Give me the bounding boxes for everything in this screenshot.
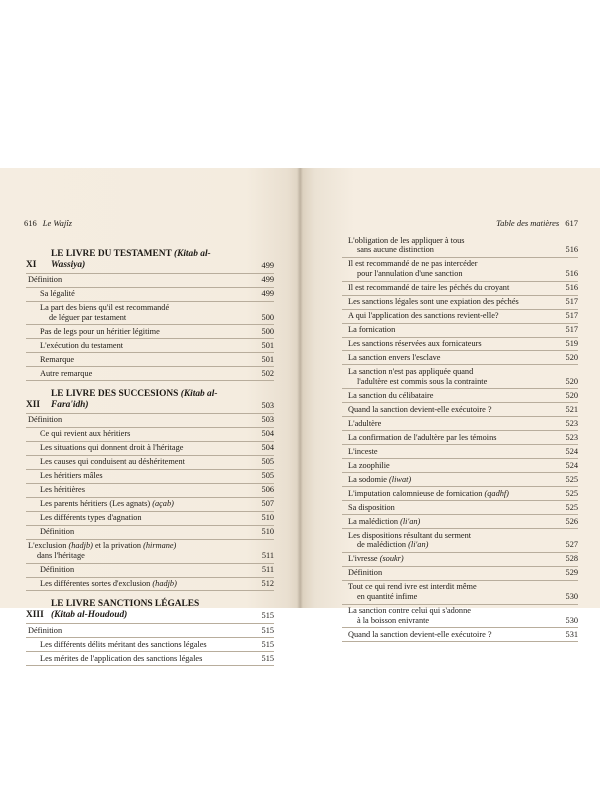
toc-entry-text: La sanction envers l'esclave bbox=[348, 353, 441, 363]
left-page-number: 616 bbox=[24, 218, 37, 228]
toc-entry-text: Tout ce qui rend ivre est interdit même bbox=[348, 582, 477, 592]
chapter-title: LE LIVRE DU TESTAMENT bbox=[51, 249, 172, 259]
toc-entry-page: 525 bbox=[565, 488, 578, 498]
toc-entry-text: L'ivresse bbox=[348, 554, 378, 564]
toc-entry-term: (qadhf) bbox=[484, 488, 509, 498]
toc-entry-text: Il est recommandé de ne pas intercéder bbox=[348, 259, 478, 269]
toc-entry-page: 525 bbox=[565, 502, 578, 512]
toc-entry-text: Définition bbox=[40, 565, 75, 575]
toc-entry-page: 511 bbox=[261, 565, 274, 575]
toc-entry-text: Les dispositions résultant du serment bbox=[348, 530, 472, 540]
toc-entry-term: (soukr) bbox=[379, 554, 404, 564]
toc-entry[interactable] bbox=[342, 473, 578, 487]
toc-entry[interactable] bbox=[342, 258, 578, 282]
toc-entry-page: 515 bbox=[261, 639, 274, 649]
toc-entry-page: 531 bbox=[565, 630, 578, 639]
toc-entry-text: Définition bbox=[348, 568, 383, 578]
toc-entry-page: 520 bbox=[565, 376, 578, 386]
toc-entry-text: Définition bbox=[28, 415, 63, 425]
toc-entry[interactable] bbox=[26, 325, 274, 339]
toc-entry[interactable] bbox=[26, 339, 274, 353]
toc-entry-text: Pas de legs pour un héritier légitime bbox=[40, 326, 160, 336]
left-running-head bbox=[24, 218, 72, 228]
toc-entry-term: (liwat) bbox=[389, 474, 412, 484]
toc-entry-page: 527 bbox=[565, 540, 578, 550]
toc-entry-page: 519 bbox=[565, 339, 578, 349]
toc-chapter-xi bbox=[26, 249, 274, 381]
toc-entry[interactable] bbox=[342, 296, 578, 310]
toc-entry-page: 504 bbox=[261, 429, 274, 439]
toc-entry[interactable] bbox=[342, 403, 578, 417]
toc-entry[interactable] bbox=[26, 638, 274, 652]
toc-entry-page: 520 bbox=[565, 353, 578, 363]
toc-entry[interactable] bbox=[26, 353, 274, 367]
toc-entry[interactable] bbox=[342, 445, 578, 459]
toc-entry-text: La part des biens qu'il est recommandé bbox=[40, 303, 170, 313]
toc-entry[interactable] bbox=[342, 529, 578, 553]
left-running-title: Le Wajîz bbox=[42, 218, 72, 228]
toc-entry-continuation: dans l'héritage bbox=[37, 551, 85, 561]
toc-entry-continuation: de malédiction bbox=[357, 540, 407, 550]
toc-entry[interactable] bbox=[26, 526, 274, 540]
toc-entry-page: 516 bbox=[565, 245, 578, 255]
toc-entry-page: 520 bbox=[565, 390, 578, 400]
toc-entry-page: 506 bbox=[261, 485, 274, 495]
toc-entry-page: 510 bbox=[261, 513, 274, 523]
toc-entry-page: 530 bbox=[565, 616, 578, 626]
toc-entry-text: La sodomie bbox=[348, 474, 387, 484]
toc-entry-text: Les héritiers mâles bbox=[40, 471, 103, 481]
toc-entry-page: 525 bbox=[565, 474, 578, 484]
toc-entry-text: La zoophilie bbox=[348, 460, 390, 470]
toc-entry-page: 502 bbox=[261, 368, 274, 378]
toc-entry[interactable] bbox=[26, 498, 274, 512]
chapter-numeral: XIII bbox=[26, 610, 44, 621]
toc-entry[interactable] bbox=[342, 282, 578, 296]
left-page bbox=[0, 168, 300, 663]
toc-entry[interactable] bbox=[342, 324, 578, 338]
toc-entry[interactable] bbox=[26, 456, 274, 470]
right-running-title: Table des matières bbox=[496, 218, 560, 228]
toc-entry-continuation: pour l'annulation d'une sanction bbox=[357, 269, 463, 279]
right-page-number: 617 bbox=[565, 218, 578, 228]
toc-entry[interactable] bbox=[342, 605, 578, 629]
toc-entry-text: Quand la sanction devient-elle exécutoire ? bbox=[348, 630, 492, 639]
toc-entry-page: 510 bbox=[261, 527, 274, 537]
toc-entry-page: 505 bbox=[261, 457, 274, 467]
toc-entry-page: 507 bbox=[261, 499, 274, 509]
chapter-subtitle: (Kitab al-Wassiya) bbox=[51, 249, 211, 270]
toc-entry-page: 501 bbox=[261, 340, 274, 350]
toc-entry-page: 503 bbox=[261, 415, 274, 425]
chapter-subtitle: (Kitab al-Fara'idh) bbox=[51, 389, 218, 411]
toc-entry[interactable] bbox=[26, 540, 274, 564]
toc-entry-text: La sanction n'est pas appliquée quand bbox=[348, 367, 474, 377]
toc-entry-text: Remarque bbox=[40, 354, 75, 364]
toc-entry-continuation: sans aucune distinction bbox=[357, 245, 434, 255]
toc-entry-page: 500 bbox=[261, 326, 274, 336]
toc-entry-page: 515 bbox=[261, 625, 274, 635]
toc-entry-text: La confirmation de l'adultère par les témoins bbox=[348, 432, 497, 442]
toc-entry-text: Définition bbox=[40, 527, 75, 537]
chapter-numeral: XI bbox=[26, 260, 37, 270]
toc-entry[interactable] bbox=[342, 581, 578, 605]
toc-entry[interactable] bbox=[342, 628, 578, 642]
toc-entry-continuation: l'adultère est commis sous la contrainte bbox=[357, 376, 488, 386]
toc-entry-page: 521 bbox=[565, 404, 578, 414]
toc-entry-page: 517 bbox=[565, 297, 578, 307]
toc-entry-page: 504 bbox=[261, 443, 274, 453]
toc-entry[interactable] bbox=[342, 310, 578, 324]
chapter-title: LE LIVRE SANCTIONS LÉGALES bbox=[51, 599, 200, 610]
chapter-title: LE LIVRE DES SUCCESIONS bbox=[51, 389, 179, 400]
toc-entry[interactable] bbox=[26, 428, 274, 442]
toc-entry-text: Autre remarque bbox=[40, 368, 93, 378]
toc-entry[interactable] bbox=[342, 501, 578, 515]
chapter-page: 499 bbox=[261, 261, 274, 270]
toc-entry-text: Les sanctions légales sont une expiation des péchés bbox=[348, 297, 519, 307]
toc-entry[interactable] bbox=[26, 274, 274, 288]
toc-entry[interactable] bbox=[342, 515, 578, 529]
toc-entry[interactable] bbox=[26, 442, 274, 456]
toc-entry-page: 529 bbox=[565, 568, 578, 578]
toc-entry-text: L'obligation de les appliquer à tous bbox=[348, 235, 465, 245]
toc-entry-page: 526 bbox=[565, 516, 578, 526]
toc-entry[interactable] bbox=[342, 351, 578, 365]
toc-entry-page: 501 bbox=[261, 354, 274, 364]
left-toc-column bbox=[26, 245, 274, 666]
toc-entry-text: Les différents délits méritant des sanctions légales bbox=[40, 639, 207, 649]
toc-entry-term: (hadjb) bbox=[68, 541, 93, 551]
toc-chapter-xiii bbox=[26, 599, 274, 666]
toc-entry[interactable] bbox=[26, 624, 274, 638]
toc-entry-text: Définition bbox=[28, 275, 63, 285]
toc-entry-continuation: en quantité infime bbox=[357, 592, 418, 602]
toc-entry-text: L'imputation calomnieuse de fornication bbox=[348, 488, 483, 498]
toc-entry-text: L'exécution du testament bbox=[40, 340, 124, 350]
chapter-heading[interactable] bbox=[26, 389, 274, 414]
toc-entry[interactable] bbox=[342, 487, 578, 501]
toc-entry-text: Les sanctions réservées aux fornicateurs bbox=[348, 339, 482, 349]
book-gutter bbox=[297, 168, 303, 608]
toc-entry[interactable] bbox=[26, 578, 274, 592]
toc-entry-page: 500 bbox=[261, 312, 274, 322]
toc-entry-text: La sanction du célibataire bbox=[348, 390, 434, 400]
right-toc-column bbox=[342, 234, 578, 642]
toc-entry-page: 515 bbox=[261, 653, 274, 663]
toc-entry-page: 523 bbox=[565, 432, 578, 442]
toc-entry-page: 523 bbox=[565, 418, 578, 428]
toc-entry-page: 511 bbox=[261, 551, 274, 561]
toc-entry-term: (li'an) bbox=[400, 516, 421, 526]
toc-entry-text: Les différentes sortes d'exclusion bbox=[40, 579, 151, 589]
toc-entry[interactable] bbox=[26, 302, 274, 326]
chapter-subtitle: (Kitab al-Houdoud) bbox=[51, 610, 128, 621]
chapter-numeral: XII bbox=[26, 400, 41, 411]
toc-entry-text: Les situations qui donnent droit à l'héritage bbox=[40, 443, 184, 453]
toc-chapter-xii bbox=[26, 389, 274, 591]
chapter-heading[interactable] bbox=[26, 599, 274, 624]
toc-entry-term: (hadjb) bbox=[152, 579, 177, 589]
toc-entry-text: Quand la sanction devient-elle exécutoire ? bbox=[348, 404, 492, 414]
toc-entry-continuation: à la boisson enivrante bbox=[357, 616, 430, 626]
toc-entry-continuation: de léguer par testament bbox=[49, 312, 127, 322]
toc-entry[interactable] bbox=[342, 389, 578, 403]
toc-entry-term: (li'an) bbox=[408, 540, 429, 550]
toc-entry-text: Il est recommandé de taire les péchés du croyant bbox=[348, 283, 510, 293]
toc-entry[interactable] bbox=[26, 652, 274, 666]
toc-entry-text: Sa disposition bbox=[348, 502, 395, 512]
toc-entry-term: (açab) bbox=[152, 499, 174, 509]
toc-entry-page: 499 bbox=[261, 275, 274, 285]
toc-entry-page: 524 bbox=[565, 460, 578, 470]
toc-entry-text: Les différents types d'agnation bbox=[40, 513, 142, 523]
toc-entry[interactable] bbox=[342, 338, 578, 352]
toc-entry[interactable] bbox=[26, 414, 274, 428]
toc-entry[interactable] bbox=[26, 288, 274, 302]
toc-entry-text: L'exclusion bbox=[28, 541, 67, 551]
toc-entry-text: Définition bbox=[28, 625, 63, 635]
toc-entry[interactable] bbox=[342, 417, 578, 431]
toc-entry[interactable] bbox=[26, 484, 274, 498]
toc-entry[interactable] bbox=[26, 470, 274, 484]
toc-entry[interactable] bbox=[342, 553, 578, 567]
toc-entry-page: 505 bbox=[261, 471, 274, 481]
chapter-page: 503 bbox=[261, 401, 274, 411]
toc-entry-text-2: et la privation bbox=[94, 541, 142, 551]
toc-entry-text: L'inceste bbox=[348, 446, 378, 456]
toc-entry[interactable] bbox=[26, 367, 274, 381]
toc-entry-page: 517 bbox=[565, 311, 578, 321]
toc-entry-page: 524 bbox=[565, 446, 578, 456]
toc-entry-page: 528 bbox=[565, 554, 578, 564]
toc-entry-page: 516 bbox=[565, 269, 578, 279]
right-running-head bbox=[496, 218, 578, 228]
book-spread bbox=[0, 168, 600, 663]
toc-entry-page: 530 bbox=[565, 592, 578, 602]
toc-entry[interactable] bbox=[26, 512, 274, 526]
toc-entry[interactable] bbox=[342, 234, 578, 258]
toc-entry[interactable] bbox=[342, 567, 578, 581]
chapter-heading[interactable] bbox=[26, 249, 274, 274]
toc-entry-text: La fornication bbox=[348, 325, 396, 335]
toc-entry-text: Ce qui revient aux héritiers bbox=[40, 429, 131, 439]
toc-entry-text: Les parents héritiers (Les agnats) bbox=[40, 499, 151, 509]
toc-entry-text: Les mérites de l'application des sanctions légales bbox=[40, 653, 203, 663]
toc-entry-text: La sanction contre celui qui s'adonne bbox=[348, 606, 471, 616]
toc-entry[interactable] bbox=[342, 459, 578, 473]
toc-entry-text: Les causes qui conduisent au déshéritement bbox=[40, 457, 185, 467]
toc-entry-text: Sa légalité bbox=[40, 289, 75, 299]
toc-entry-page: 516 bbox=[565, 283, 578, 293]
toc-entry-text: A qui l'application des sanctions revient-elle? bbox=[348, 311, 499, 321]
chapter-page: 515 bbox=[261, 611, 274, 621]
toc-entry-term-2: (hirmane) bbox=[143, 541, 177, 551]
toc-entry[interactable] bbox=[26, 564, 274, 578]
toc-entry-text: La malédiction bbox=[348, 516, 398, 526]
toc-entry-text: Les héritières bbox=[40, 485, 85, 495]
toc-entry[interactable] bbox=[342, 431, 578, 445]
toc-entry-page: 512 bbox=[261, 579, 274, 589]
toc-entry-text: L'adultère bbox=[348, 418, 382, 428]
toc-entry-page: 517 bbox=[565, 325, 578, 335]
toc-entry[interactable] bbox=[342, 365, 578, 389]
toc-entry-page: 499 bbox=[261, 289, 274, 299]
